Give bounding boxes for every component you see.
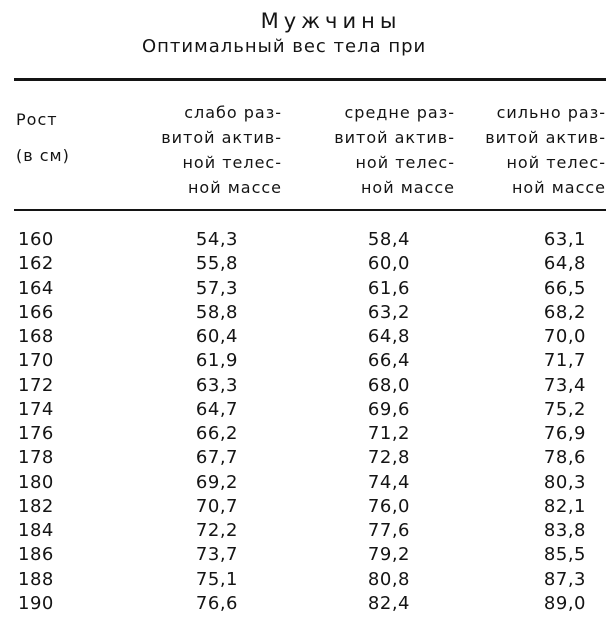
height-cell: 186 — [18, 544, 54, 566]
column-header-height: Рост (в см) — [16, 110, 70, 165]
high-mass-cell: 68,2 — [543, 301, 586, 323]
table-row — [0, 228, 616, 252]
mid-mass-cell: 66,4 — [367, 350, 410, 372]
low-mass-cell: 60,4 — [195, 326, 238, 347]
mid-mass-cell: 60,0 — [367, 253, 410, 275]
table-row — [0, 349, 616, 373]
high-mass-cell: 64,8 — [543, 253, 586, 275]
table-row — [0, 495, 616, 519]
table-row — [0, 374, 616, 398]
low-mass-cell: 69,2 — [195, 471, 238, 493]
table-title: Мужчины — [260, 9, 402, 33]
mid-mass-cell: 64,8 — [367, 326, 410, 347]
height-cell: 188 — [18, 568, 54, 590]
header-bottom-rule — [14, 209, 606, 211]
height-cell: 178 — [18, 447, 54, 469]
low-mass-cell: 66,2 — [195, 423, 238, 444]
height-cell: 164 — [18, 277, 54, 299]
height-cell: 160 — [18, 229, 54, 250]
low-mass-cell: 61,9 — [195, 350, 238, 372]
table-body — [0, 228, 616, 616]
high-mass-cell: 63,1 — [543, 229, 586, 250]
high-mass-cell: 87,3 — [543, 568, 586, 590]
height-cell: 170 — [18, 350, 54, 372]
mid-mass-cell: 58,4 — [367, 229, 410, 250]
height-cell: 180 — [18, 471, 54, 493]
low-mass-cell: 76,6 — [195, 592, 238, 614]
low-mass-cell: 54,3 — [195, 229, 238, 250]
table-row — [0, 398, 616, 422]
high-mass-cell: 75,2 — [543, 398, 586, 420]
mid-mass-cell: 63,2 — [367, 301, 410, 323]
mid-mass-cell: 76,0 — [367, 495, 410, 517]
high-mass-cell: 71,7 — [543, 350, 586, 372]
table-row — [0, 301, 616, 325]
table-row — [0, 543, 616, 567]
high-mass-cell: 70,0 — [543, 326, 586, 347]
table-row — [0, 446, 616, 470]
mid-mass-cell: 74,4 — [367, 471, 410, 493]
height-cell: 184 — [18, 520, 54, 541]
header-top-rule — [14, 78, 606, 81]
low-mass-cell: 75,1 — [195, 568, 238, 590]
high-mass-cell: 80,3 — [543, 471, 586, 493]
height-cell: 176 — [18, 423, 54, 444]
low-mass-cell: 58,8 — [195, 301, 238, 323]
high-mass-cell: 78,6 — [543, 447, 586, 469]
table-row — [0, 592, 616, 616]
table-row — [0, 471, 616, 495]
height-cell: 166 — [18, 301, 54, 323]
high-mass-cell: 85,5 — [543, 544, 586, 566]
mid-mass-cell: 71,2 — [367, 423, 410, 444]
height-cell: 172 — [18, 374, 54, 396]
low-mass-cell: 67,7 — [195, 447, 238, 469]
high-mass-cell: 73,4 — [543, 374, 586, 396]
table-row — [0, 277, 616, 301]
low-mass-cell: 57,3 — [195, 277, 238, 299]
mid-mass-cell: 79,2 — [367, 544, 410, 566]
height-cell: 174 — [18, 398, 54, 420]
high-mass-cell: 83,8 — [543, 520, 586, 541]
mid-mass-cell: 68,0 — [367, 374, 410, 396]
mid-mass-cell: 82,4 — [367, 592, 410, 614]
table-subtitle: Оптимальный вес тела при — [142, 36, 427, 57]
low-mass-cell: 73,7 — [195, 544, 238, 566]
low-mass-cell: 55,8 — [195, 253, 238, 275]
table-row — [0, 422, 616, 446]
table-row — [0, 252, 616, 276]
high-mass-cell: 89,0 — [543, 592, 586, 614]
high-mass-cell: 76,9 — [543, 423, 586, 444]
column-header-high-mass: сильно раз- витой актив- ной телес- ной массе — [485, 103, 606, 197]
height-cell: 168 — [18, 326, 54, 347]
mid-mass-cell: 80,8 — [367, 568, 410, 590]
height-cell: 182 — [18, 495, 54, 517]
height-cell: 162 — [18, 253, 54, 275]
mid-mass-cell: 72,8 — [367, 447, 410, 469]
table-row — [0, 325, 616, 349]
height-cell: 190 — [18, 592, 54, 614]
mid-mass-cell: 61,6 — [367, 277, 410, 299]
low-mass-cell: 70,7 — [195, 495, 238, 517]
table-row — [0, 519, 616, 543]
high-mass-cell: 82,1 — [543, 495, 586, 517]
mid-mass-cell: 69,6 — [367, 398, 410, 420]
low-mass-cell: 72,2 — [195, 520, 238, 541]
column-header-low-mass: слабо раз- витой актив- ной телес- ной массе — [161, 103, 282, 197]
low-mass-cell: 64,7 — [195, 398, 238, 420]
high-mass-cell: 66,5 — [543, 277, 586, 299]
table-row — [0, 568, 616, 592]
low-mass-cell: 63,3 — [195, 374, 238, 396]
mid-mass-cell: 77,6 — [367, 520, 410, 541]
column-header-mid-mass: средне раз- витой актив- ной телес- ной массе — [334, 103, 455, 197]
